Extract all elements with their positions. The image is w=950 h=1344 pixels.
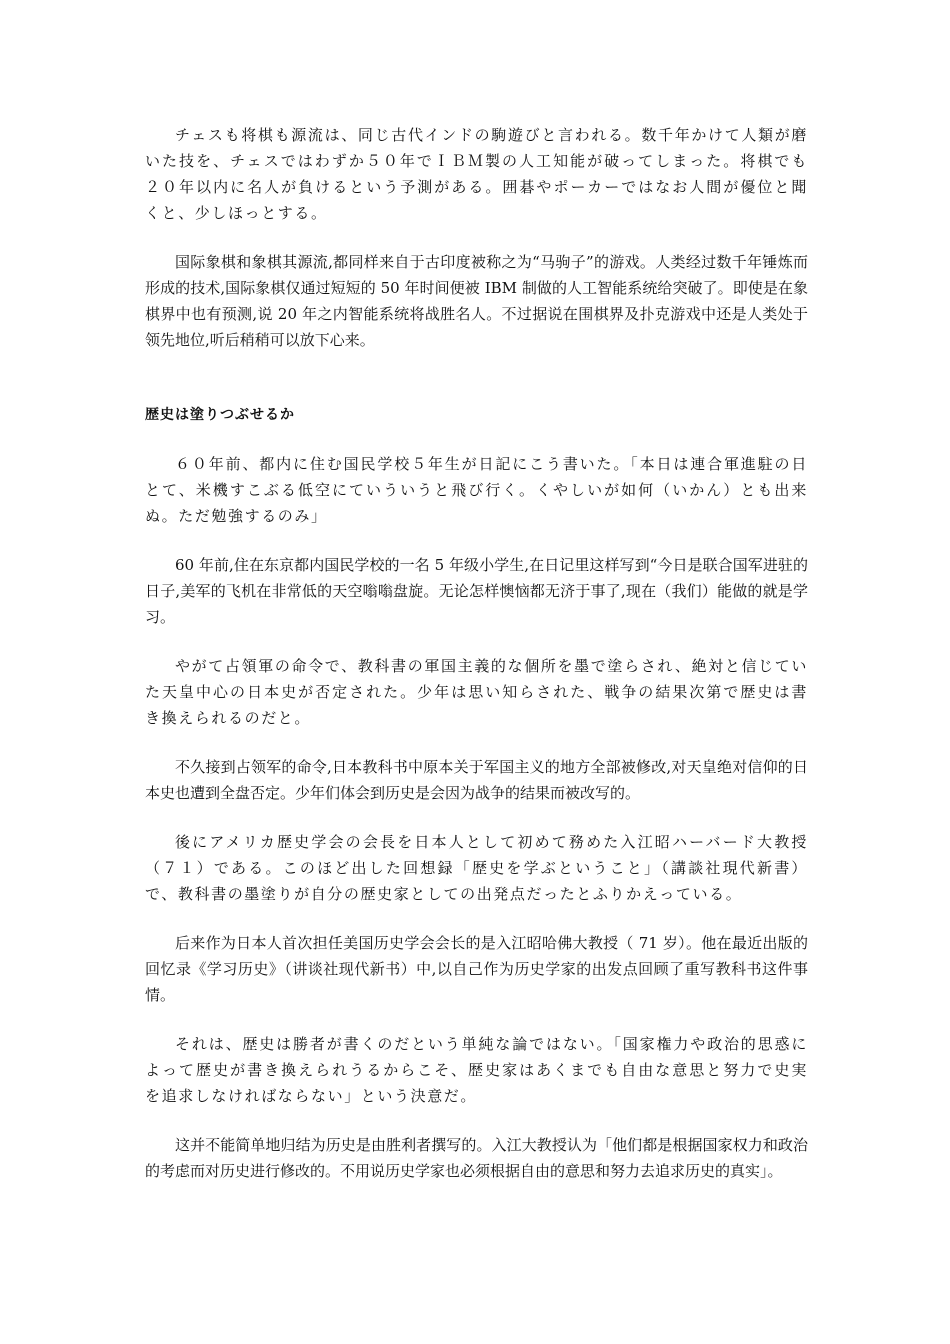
paragraph-gap — [145, 630, 808, 653]
paragraph-gap — [145, 428, 808, 451]
section-gap — [145, 353, 808, 402]
intro-paragraph-ja: チェスも将棋も源流は、同じ古代インドの駒遊びと言われる。数千年かけて人類が磨いた技を、チェスではわずか５０年でＩＢＭ製の人工知能が破ってしまった。将棋でも２０年以内に名人が負けるという予測がある。囲碁やポーカーではなお人間が優位と聞くと、少しほっとする。 — [145, 126, 808, 222]
paragraph-zh-3: 后来作为日本人首次担任美国历史学会会长的是入江昭哈佛大教授（ 71 岁）。他在最近出版的回忆录《学习历史》（讲谈社现代新书）中,以自己作为历史学家的出发点回顾了重写教科书这件事情。 — [145, 934, 808, 1004]
paragraph-ja-4: それは、歴史は勝者が書くのだという単純な論ではない。「国家権力や政治的思惑によって歴史が書き換えられうるからこそ、歴史家はあくまでも自由な意思と努力で史実を追求しなければならない」という決意だ。 — [145, 1035, 808, 1105]
paragraph-gap — [145, 1008, 808, 1031]
paragraph-gap — [145, 1109, 808, 1132]
paragraph-gap — [145, 731, 808, 754]
paragraph-gap — [145, 529, 808, 552]
paragraph-ja-2: やがて占領軍の命令で、教科書の軍国主義的な個所を墨で塗らされ、絶対と信じていた天皇中心の日本史が否定された。少年は思い知らされた、戦争の結果次第で歴史は書き換えられるのだと。 — [145, 657, 808, 727]
paragraph-ja-1: ６０年前、都内に住む国民学校５年生が日記にこう書いた。「本日は連合軍進駐の日とて、米機すこぶる低空にていういうと飛び行く。くやしいが如何（いかん）とも出来ぬ。ただ勉強するのみ」 — [145, 455, 808, 525]
paragraph-gap — [145, 907, 808, 930]
paragraph-gap — [145, 806, 808, 829]
paragraph-zh-1: 60 年前,住在东京都内国民学校的一名 5 年级小学生,在日记里这样写到“今日是联合国军进驻的日子,美军的飞机在非常低的天空嗡嗡盘旋。无论怎样懊恼都无济于事了,现在（我们）能做的就是学习。 — [145, 556, 808, 626]
document-page — [145, 122, 808, 1184]
intro-paragraph-zh: 国际象棋和象棋其源流,都同样来自于古印度被称之为“马驹子”的游戏。人类经过数千年锤炼而形成的技术,国际象棋仅通过短短的 50 年时间便被 IBM 制做的人工智能系统给突破了。即使是在象棋界中也有预测,说 20 年之内智能系统将战胜名人。不过据说在围棋界及扑克游戏中还是人类处于领先地位,听后稍稍可以放下心来。 — [145, 253, 808, 349]
section-heading: 歴史は塗りつぶせるか — [145, 407, 295, 423]
paragraph-zh-4: 这并不能简单地归结为历史是由胜利者撰写的。入江大教授认为「他们都是根据国家权力和政治的考虑而对历史进行修改的。不用说历史学家也必须根据自由的意思和努力去追求历史的真实」。 — [145, 1136, 808, 1180]
paragraph-ja-3: 後にアメリカ歴史学会の会長を日本人として初めて務めた入江昭ハーバード大教授（７１）である。このほど出した回想録「歴史を学ぶということ」（講談社現代新書）で、教科書の墨塗りが自分の歴史家としての出発点だったとふりかえっている。 — [145, 833, 808, 903]
paragraph-gap — [145, 226, 808, 249]
paragraph-zh-2: 不久接到占领军的命令,日本教科书中原本关于军国主义的地方全部被修改,对天皇绝对信仰的日本史也遭到全盘否定。少年们体会到历史是会因为战争的结果而被改写的。 — [145, 758, 808, 802]
